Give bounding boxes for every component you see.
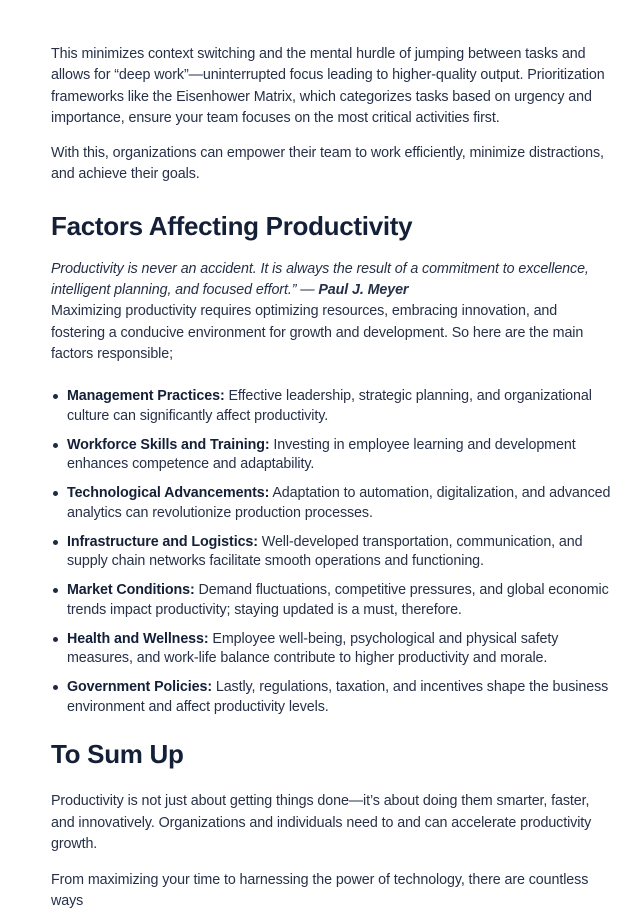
intro-paragraph-deep-work: This minimizes context switching and the mental hurdle of jumping between tasks and allows for “deep work”—uninterrupted focus leading to higher-quality output. Prioritization frameworks like the Eisenhower Matrix, which categorizes tasks based on urgency and importance, ensure your team focuses on the most critical activities first. [51,46,605,126]
bullet-icon [53,491,58,496]
bullet-icon [53,588,58,593]
list-item-term: Infrastructure and Logistics: [67,533,258,550]
intro-paragraph-empower: With this, organizations can empower their team to work efficiently, minimize distractions, and achieve their goals. [51,145,604,183]
list-item-text: Effective leadership, strategic planning, and organizational culture can significantly affect productivity. [67,388,592,424]
list-item [51,533,611,572]
summary-paragraph-smarter: Productivity is not just about getting things done—it’s about doing them smarter, faster, and innovatively. Organizations and individuals need to and can accelerate productivity growth. [51,793,592,852]
list-item-term: Management Practices: [67,388,225,405]
list-item [51,387,611,426]
bullet-icon [53,443,58,448]
factors-list [51,387,611,717]
list-item-term: Market Conditions: [67,582,195,599]
list-item [51,484,611,523]
document-page [51,44,611,913]
list-item [51,581,611,620]
factors-heading: Factors Affecting Productivity [51,210,413,241]
bullet-icon [53,685,58,690]
list-item-text: Well-developed transportation, communication, and supply chain networks facilitate smooth operations and functioning. [67,533,583,570]
bullet-icon [53,394,58,399]
list-item-text: Employee well-being, psychological and physical safety measures, and work-life balance contribute to higher productivity and morale. [67,630,559,667]
bullet-icon [53,540,58,545]
list-item-text: Lastly, regulations, taxation, and incentives shape the business environment and affect productivity levels. [67,679,609,715]
list-item-text: Investing in employee learning and development enhances competence and adaptability. [67,436,576,473]
list-item-text: Demand fluctuations, competitive pressures, and global economic trends impact productivity; staying updated is a must, therefore. [67,582,609,618]
list-item-term: Technological Advancements: [67,485,270,502]
list-item-term: Health and Wellness: [67,630,209,647]
quote-text: Productivity is never an accident. It is always the result of a commitment to excellence, intelligent planning, and focused effort.” — [51,260,589,299]
list-item-text: Adaptation to automation, digitalization, and advanced analytics can revolutionize production processes. [67,485,611,521]
list-item [51,436,611,475]
list-item-term: Workforce Skills and Training: [67,436,270,453]
list-item-term: Government Policies: [67,679,212,696]
factors-intro-paragraph: Maximizing productivity requires optimizing resources, embracing innovation, and fostering a conducive environment for growth and development. So here are the main factors responsible; [51,303,584,362]
summary-paragraph-countless-ways: From maximizing your time to harnessing the power of technology, there are countless ways [51,872,589,910]
quote-author: Paul J. Meyer [318,282,409,299]
list-item [51,630,611,669]
summary-heading: To Sum Up [51,739,184,770]
factors-quote [51,259,611,302]
list-item [51,678,611,717]
bullet-icon [53,637,58,642]
